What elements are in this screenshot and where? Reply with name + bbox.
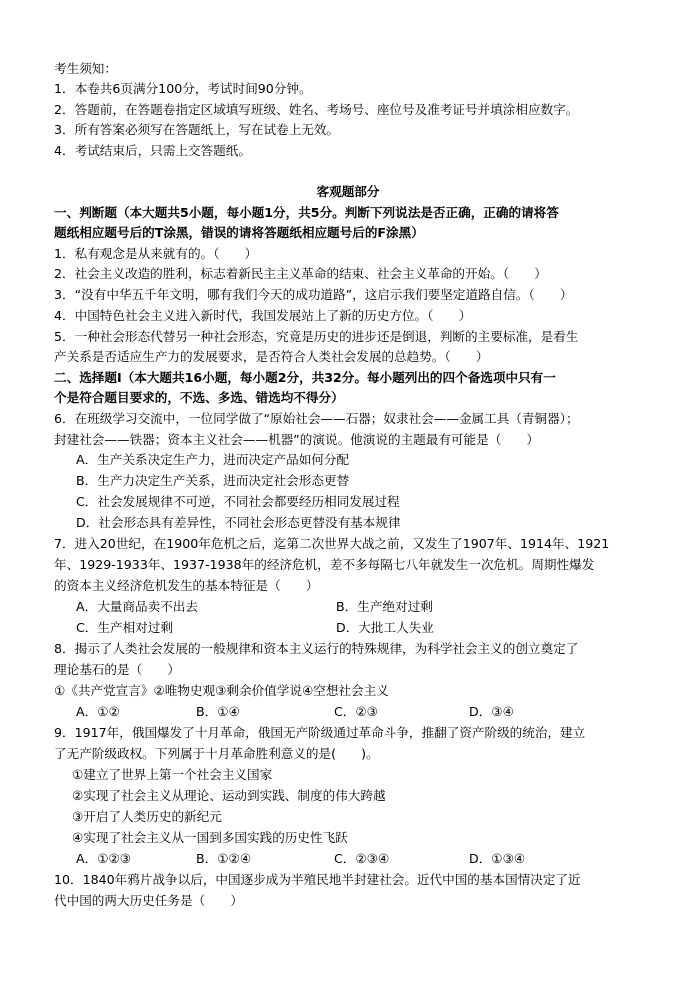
question-9-item: ③开启了人类历史的新纪元 <box>72 809 222 824</box>
option: A．大量商品卖不出去 <box>76 599 198 614</box>
notice-item: 2．答题前，在答题卷指定区域填写班级、姓名、考场号、座位号及准考证号并填涂相应数字。 <box>54 102 579 117</box>
option: B．①②④ <box>196 851 252 866</box>
notice-item: 4．考试结束后，只需上交答题纸。 <box>54 143 251 158</box>
option: C．②③④ <box>334 851 390 866</box>
question-9-cont: 了无产阶级政权。下列属于十月革命胜利意义的是( )。 <box>54 746 379 761</box>
question-9-item: ④实现了社会主义从一国到多国实践的历史性飞跃 <box>72 830 348 845</box>
section-title: 客观题部分 <box>316 184 380 199</box>
part2-heading: 二、选择题Ⅰ（本大题共16小题，每小题2分，共32分。每小题列出的四个备选项中只有一 <box>54 370 556 385</box>
option: D．大批工人失业 <box>336 620 434 635</box>
question-1: 1．私有观念是从来就有的。（ ） <box>54 246 258 261</box>
question-4: 4．中国特色社会主义进入新时代，我国发展站上了新的历史方位。（ ） <box>54 308 472 323</box>
option: C．②③ <box>334 704 378 719</box>
part1-heading: 一、判断题（本大题共5小题，每小题1分，共5分。判断下列说法是否正确，正确的请将答 <box>54 205 559 220</box>
option: D．社会形态具有差异性，不同社会形态更替没有基本规律 <box>76 515 401 530</box>
part1-heading-cont: 题纸相应题号后的T涂黑，错误的请将答题纸相应题号后的F涂黑） <box>54 225 424 240</box>
option: C．生产相对过剩 <box>76 620 173 635</box>
option: B．生产绝对过剩 <box>336 599 433 614</box>
option: A．生产关系决定生产力，进而决定产品如何分配 <box>76 452 350 467</box>
question-9-item: ②实现了社会主义从理论、运动到实践、制度的伟大跨越 <box>72 788 386 803</box>
option: C．社会发展规律不可逆，不同社会都要经历相同发展过程 <box>76 494 400 509</box>
notice-item: 3．所有答案必须写在答题纸上，写在试卷上无效。 <box>54 122 340 137</box>
option: B．生产力决定生产关系，进而决定社会形态更替 <box>76 473 350 488</box>
question-9: 9．1917年，俄国爆发了十月革命，俄国无产阶级通过革命斗争，推翻了资产阶级的统治，建立 <box>54 725 586 740</box>
question-7-cont: 的资本主义经济危机发生的基本特征是（ ） <box>54 578 319 593</box>
option: A．①②③ <box>76 851 132 866</box>
question-7-cont: 年、1929-1933年、1937-1938年的经济危机，差不多每隔七八年就发生一次危机。周期性爆发 <box>54 557 595 572</box>
question-3: 3．“没有中华五千年文明，哪有我们今天的成功道路”，这启示我们要坚定道路自信。（ ） <box>54 287 573 302</box>
question-8-cont: 理论基石的是（ ） <box>54 662 180 677</box>
question-7: 7．进入20世纪，在1900年危机之后，迄第二次世界大战之前，又发生了1907年、1914年、1921 <box>54 536 610 551</box>
option: A．①② <box>76 704 120 719</box>
question-6-cont: 封建社会——铁器；资本主义社会——机器”的演说。他演说的主题最有可能是（ ） <box>54 432 540 447</box>
question-10-cont: 代中国的两大历史任务是（ ） <box>54 893 243 908</box>
question-6: 6．在班级学习交流中，一位同学做了“原始社会——石器；奴隶社会——金属工具（青铜器）； <box>54 411 579 426</box>
part2-heading-cont: 个是符合题目要求的，不选、多选、错选均不得分） <box>54 390 344 405</box>
option: D．①③④ <box>469 851 526 866</box>
question-2: 2．社会主义改造的胜利，标志着新民主主义革命的结束、社会主义革命的开始。（ ） <box>54 266 547 281</box>
question-5-cont: 产关系是否适应生产力的发展要求，是否符合人类社会发展的总趋势。（ ） <box>54 349 489 364</box>
option: B．①④ <box>196 704 240 719</box>
question-8-items: ①《共产党宣言》②唯物史观③剩余价值学说④空想社会主义 <box>54 683 389 698</box>
option: D．③④ <box>469 704 514 719</box>
question-9-item: ①建立了世界上第一个社会主义国家 <box>72 767 273 782</box>
question-5: 5．一种社会形态代替另一种社会形态，究竟是历史的进步还是倒退，判断的主要标准，是看生 <box>54 329 579 344</box>
question-8: 8．揭示了人类社会发展的一般规律和资本主义运行的特殊规律，为科学社会主义的创立奠定了 <box>54 641 579 656</box>
notice-item: 1．本卷共6页满分100分，考试时间90分钟。 <box>54 81 312 96</box>
notice-heading: 考生须知： <box>54 61 117 76</box>
question-10: 10．1840年鸦片战争以后，中国逐步成为半殖民地半封建社会。近代中国的基本国情决定了近 <box>54 872 581 887</box>
